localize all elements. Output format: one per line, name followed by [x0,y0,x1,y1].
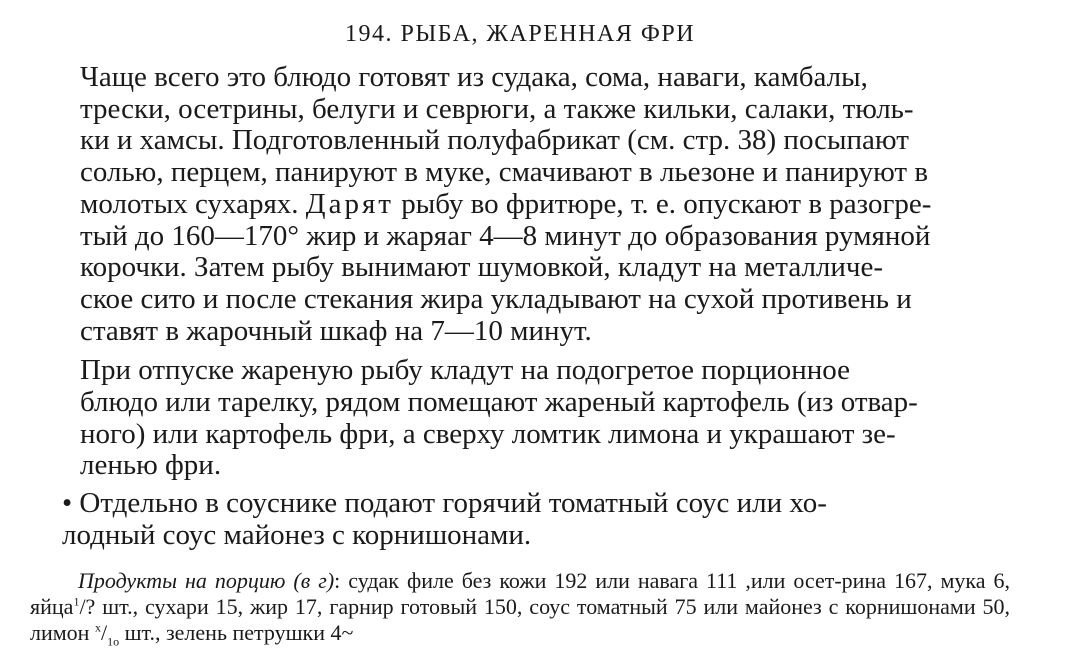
superscript: 1 [73,594,80,609]
text-line: корочки. Затем рыбу вынимают шумовкой, кладут на металличе- [80,251,884,284]
text-line [30,189,1010,221]
text-line: лодный соус майонез с корнишонами. [62,518,532,551]
text-line: • Отдельно в соуснике подают горячий томатный соус или хо- [62,487,827,520]
text-fragment: рыбу во фритюре, т. е. опускают в разогре- [393,187,932,220]
text-line: трески, осетрины, белуги и севрюги, а также кильки, салаки, тюль- [80,92,914,125]
ingredients-list [30,568,1010,646]
text-line: ки и хамсы. Подготовленный полуфабрикат (см. стр. 38) посыпают [80,124,909,157]
serving-paragraph [30,355,1010,482]
text-line: блюдо или тарелку, рядом помещают жареный картофель (из отвар- [80,386,918,419]
ingredients-text: /? шт., сухари 15, жир 17, гарнир готовый 150, соус томатный 75 или майонез с корнишонами 50, лимон [30,593,1010,645]
ingredients-text: шт., зелень петрушки 4~ [119,619,354,645]
ingredients-text: : судак филе без кожи 192 или навага 111 ,или осет-рина 167, мука 6, яйца [30,567,1010,619]
text-line: ское сито и после стекания жира укладывают на сухой противень и [80,282,912,315]
sauce-paragraph [30,488,1010,551]
text-line: ставят в жарочный шкаф на 7—10 минут. [80,314,592,347]
spaced-term: Дарят [305,187,394,220]
text-line: Чаще всего это блюдо готовят из судака, сома, наваги, камбалы, [80,61,868,93]
ingredients-text: / [100,619,108,645]
page-title: 194. РЫБА, ЖАРЕННАЯ ФРИ [344,21,696,47]
subscript: 1о [107,633,120,648]
text-line: ленью фри. [80,449,222,482]
method-paragraph [30,62,1010,347]
text-fragment: молотых сухарях. [80,187,306,220]
ingredients-label: Продукты на порцию (в г) [78,567,335,593]
text-line: тый до 160—170° жир и жаряаг 4—8 минут до образования румяной [80,219,931,252]
text-line: солью, перцем, панируют в муке, смачивают в льезоне и панируют в [80,156,929,189]
recipe-page [30,14,1010,646]
text-line: При отпуске жареную рыбу кладут на подогретое порционное [80,354,851,387]
superscript: х [94,620,101,635]
text-line: ного) или картофель фри, а сверху ломтик лимона и украшают зе- [80,417,896,450]
